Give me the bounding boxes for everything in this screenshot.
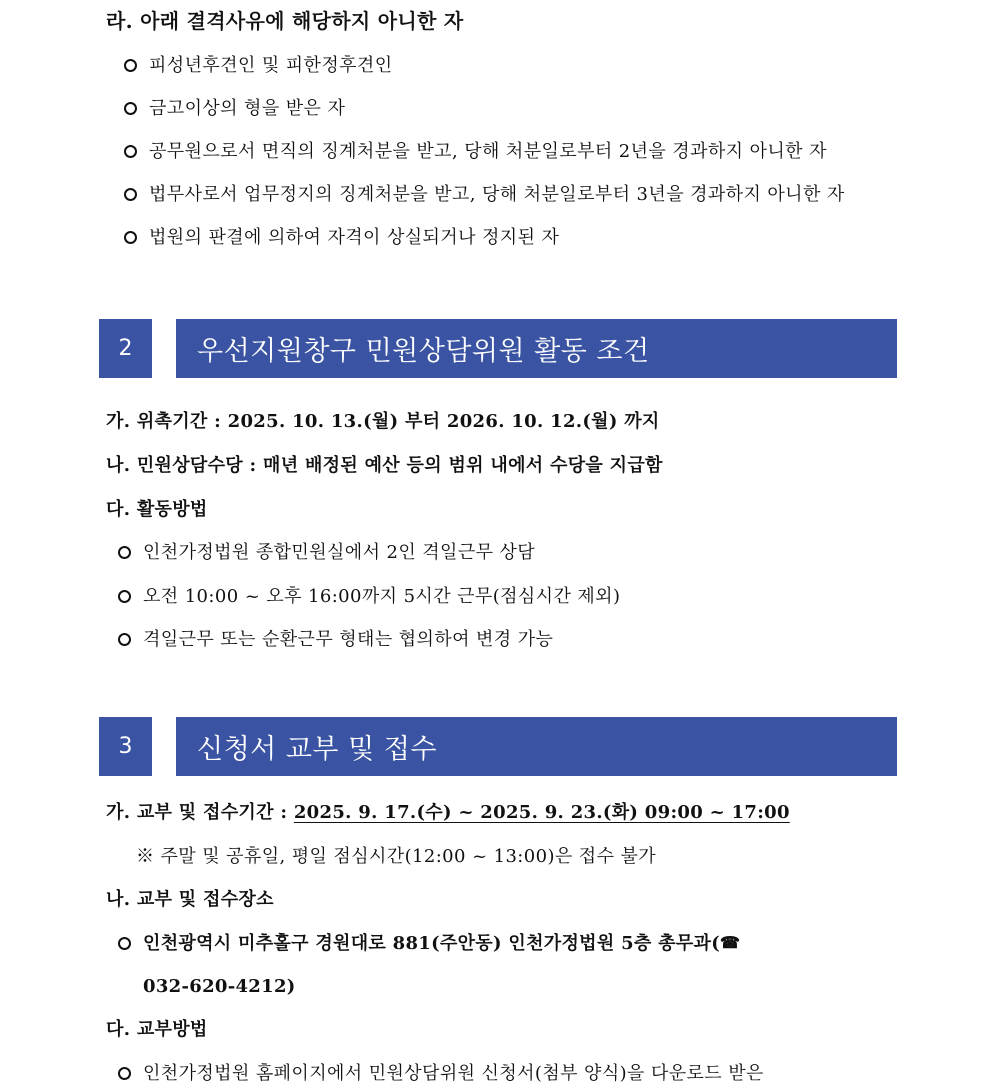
place-heading: 나. 교부 및 접수장소: [106, 889, 274, 910]
list-item-text: 피성년후견인 및 피한정후견인: [149, 55, 393, 76]
disqualification-heading: 라. 아래 결격사유에 해당하지 아니한 자: [106, 9, 464, 33]
circle-bullet-icon: [124, 231, 137, 244]
issuance-method-heading: 다. 교부방법: [106, 1019, 208, 1040]
list-item-text: 오전 10:00 ~ 오후 16:00까지 5시간 근무(점심시간 제외): [143, 586, 621, 607]
consultation-allowance: 나. 민원상담수당 : 매년 배정된 예산 등의 범위 내에서 수당을 지급함: [106, 455, 663, 476]
list-item: [118, 631, 553, 649]
section-title: 신청서 교부 및 접수: [176, 717, 897, 776]
issuance-period-label: 가. 교부 및 접수기간 :: [106, 802, 294, 823]
section-number: 2: [99, 319, 152, 378]
commission-period: 가. 위촉기간 : 2025. 10. 13.(월) 부터 2026. 10. 12.(월) 까지: [106, 411, 660, 432]
list-item: [118, 935, 740, 953]
circle-bullet-icon: [124, 102, 137, 115]
list-item: [124, 100, 345, 118]
section-title: 우선지원창구 민원상담위원 활동 조건: [176, 319, 897, 378]
list-item-text: 격일근무 또는 순환근무 형태는 협의하여 변경 가능: [143, 629, 554, 650]
list-item: [124, 57, 393, 75]
list-item: [124, 143, 827, 161]
issuance-period: [106, 804, 790, 822]
place-phone: 032-620-4212): [143, 976, 296, 997]
list-item-text: 인천광역시 미추홀구 경원대로 881(주안동) 인천가정법원 5층 총무과(: [143, 933, 721, 954]
list-item-text: 법무사로서 업무정지의 징계처분을 받고, 당해 처분일로부터 3년을 경과하지 아니한 자: [149, 184, 845, 205]
circle-bullet-icon: [118, 546, 131, 559]
list-item-text: 인천가정법원 홈페이지에서 민원상담위원 신청서(첨부 양식)을 다운로드 받은: [143, 1063, 764, 1084]
circle-bullet-icon: [118, 1067, 131, 1080]
section-number: 3: [99, 717, 152, 776]
circle-bullet-icon: [118, 590, 131, 603]
list-item: [124, 229, 559, 247]
section-3-header: [99, 717, 897, 776]
issuance-period-value: 2025. 9. 17.(수) ~ 2025. 9. 23.(화) 09:00 ~ 17:00: [293, 802, 790, 823]
phone-icon: ☎: [720, 933, 741, 952]
circle-bullet-icon: [124, 59, 137, 72]
list-item-text: 법원의 판결에 의하여 자격이 상실되거나 정지된 자: [149, 227, 560, 248]
list-item-text: 인천가정법원 종합민원실에서 2인 격일근무 상담: [143, 542, 536, 563]
list-item: [118, 588, 620, 606]
period-note: ※ 주말 및 공휴일, 평일 점심시간(12:00 ~ 13:00)은 접수 불가: [136, 846, 657, 867]
circle-bullet-icon: [124, 188, 137, 201]
list-item-text: 공무원으로서 면직의 징계처분을 받고, 당해 처분일로부터 2년을 경과하지 아니한 자: [149, 141, 827, 162]
list-item-text: 금고이상의 형을 받은 자: [149, 98, 346, 119]
circle-bullet-icon: [124, 145, 137, 158]
activity-method-heading: 다. 활동방법: [106, 499, 208, 520]
list-item: [118, 544, 535, 562]
list-item: [118, 1065, 764, 1083]
section-2-header: [99, 319, 897, 378]
circle-bullet-icon: [118, 633, 131, 646]
circle-bullet-icon: [118, 937, 131, 950]
list-item: [124, 186, 845, 204]
